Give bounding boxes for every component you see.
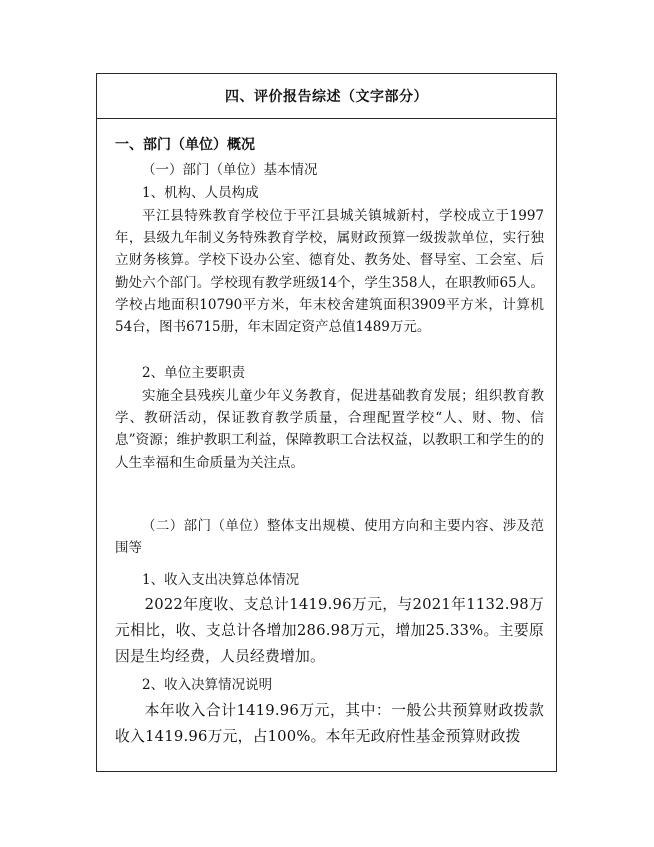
item-2-paragraph-text: 实施全县残疾儿童少年义务教育，促进基础教育发展；组织教育教学、教研活动，保证教育教学质量，合理配置学校“人、财、物、信息”资源；维护教职工利益，保障教职工合法权益，以教职工和学生的的人生幸福和生命质量为关注点。 <box>115 388 544 471</box>
title-divider <box>97 118 556 119</box>
sub2-item-2-paragraph-text: 本年收入合计1419.96万元，其中：一般公共预算财政拨款收入1419.96万元，占100%。本年无政府性基金预算财政拨 <box>115 702 544 745</box>
item-1-heading <box>115 182 544 204</box>
sub2-item-1-paragraph-text: 2022年度收、支总计1419.96万元，与2021年1132.98万元相比，收、支总计各增加286.98万元，增加25.33%。主要原因是生均经费，人员经费增加。 <box>115 596 544 665</box>
sub2-item-2-heading-text: 2、收入决算情况说明 <box>142 677 273 693</box>
sub2-item-1-heading-text: 1、收入支出决算总体情况 <box>142 572 300 588</box>
item-1-paragraph <box>115 205 544 338</box>
sub2-item-2-heading <box>115 674 544 696</box>
subsection-1-heading-text: （一）部门（单位）基本情况 <box>142 162 318 178</box>
sub2-item-1-heading <box>115 569 544 591</box>
report-frame <box>96 73 557 772</box>
sub2-item-1-paragraph <box>115 592 544 670</box>
subsection-1-heading <box>115 159 544 181</box>
item-1-paragraph-text: 平江县特殊教育学校位于平江县城关镇城新村，学校成立于1997年，县级九年制义务特殊教育学校，属财政预算一级拨款单位，实行独立财务核算。学校下设办公室、德育处、教务处、督导室、工会室、后勤处六个部门。学校现有教学班级14个，学生358人，在职教师65人。学校占地面积10790平方米，年末校舍建筑面积3909平方米，计算机54台，图书6715册，年末固定资产总值1489万元。 <box>115 208 544 336</box>
subsection-2-heading-text: （二）部门（单位）整体支出规模、使用方向和主要内容、涉及范围等 <box>115 518 544 557</box>
document-title: 四、评价报告综述（文字部分） <box>225 89 428 105</box>
sub2-item-2-paragraph <box>115 698 544 750</box>
subsection-2-heading <box>115 515 544 559</box>
item-2-heading <box>115 362 544 384</box>
item-2-paragraph <box>115 385 544 474</box>
section-1-heading: 一、部门（单位）概况 <box>115 137 255 153</box>
item-1-heading-text: 1、机构、人员构成 <box>142 185 259 201</box>
item-2-heading-text: 2、单位主要职责 <box>142 365 246 381</box>
